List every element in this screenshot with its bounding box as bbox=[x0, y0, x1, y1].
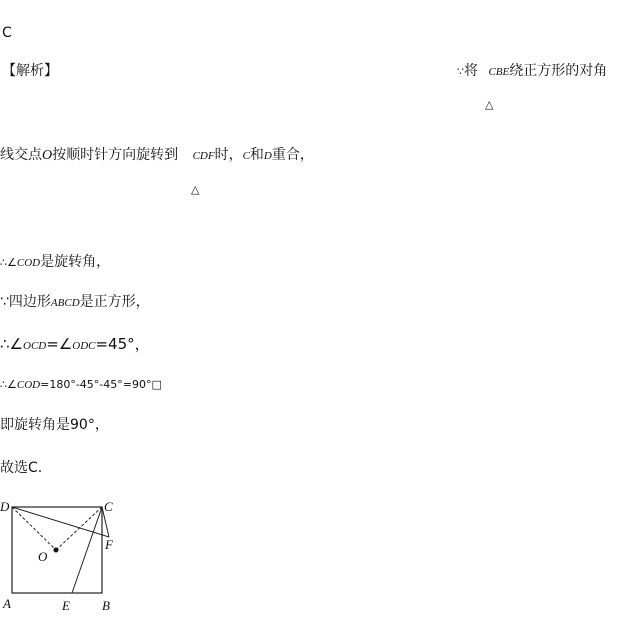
label-a: A bbox=[3, 596, 11, 611]
equals-angle-symbol: =∠ bbox=[46, 335, 73, 353]
therefore-angle-symbol: ∴∠ bbox=[0, 378, 17, 391]
analysis-line-8 bbox=[0, 461, 42, 475]
because-quadrilateral: ∵四边形 bbox=[0, 294, 51, 310]
analysis-line-4 bbox=[0, 295, 150, 309]
label-f: F bbox=[105, 537, 113, 552]
label-o: O bbox=[38, 549, 48, 564]
line2-part2: 按顺时针方向旋转到 bbox=[52, 147, 179, 163]
line2-part3: 时， bbox=[214, 147, 243, 163]
analysis-line-2 bbox=[0, 148, 314, 163]
segment-co bbox=[56, 507, 102, 550]
angle-computation: =180°-45°-45°=90° bbox=[40, 378, 152, 391]
label-b: B bbox=[102, 598, 110, 613]
because-symbol: ∵ bbox=[457, 65, 464, 78]
square-rotation-figure bbox=[0, 495, 130, 620]
analysis-header: 【解析】 bbox=[2, 63, 58, 79]
angle-ocd-name: OCD bbox=[23, 340, 47, 352]
line4-text: 是正方形， bbox=[79, 294, 150, 310]
angle-odc-name: ODC bbox=[72, 340, 96, 352]
segment-df bbox=[12, 507, 109, 537]
analysis-line-6 bbox=[0, 377, 162, 391]
analysis-line-1 bbox=[457, 64, 607, 78]
triangle-symbol-cdf: △ bbox=[191, 183, 200, 196]
triangle-cdf-name: CDF bbox=[192, 150, 215, 162]
segment-ce bbox=[72, 507, 102, 593]
therefore-angle-symbol: ∴∠ bbox=[0, 335, 23, 353]
triangle-symbol-cbe: △ bbox=[485, 98, 494, 111]
line8-text: 故选 bbox=[0, 460, 28, 476]
analysis-line-5 bbox=[0, 337, 150, 352]
line7-text: 即旋转角是 bbox=[0, 417, 70, 433]
therefore-angle-symbol: ∴∠ bbox=[0, 256, 17, 269]
angle-value-45: =45°， bbox=[95, 335, 150, 353]
point-d-ref: D bbox=[263, 150, 272, 162]
angle-cod-name: COD bbox=[16, 379, 41, 391]
point-c-ref: C bbox=[242, 150, 250, 162]
triangle-cbe-name: CBE bbox=[488, 66, 510, 78]
line2-part4: 重合， bbox=[271, 147, 314, 163]
analysis-line-7 bbox=[0, 418, 109, 432]
line2-part1: 线交点 bbox=[0, 147, 42, 163]
angle-cod-name: COD bbox=[16, 257, 41, 269]
point-o bbox=[54, 548, 59, 553]
label-c: C bbox=[104, 499, 113, 514]
jiang-text: 将 bbox=[464, 63, 478, 79]
line2-he: 和 bbox=[249, 147, 264, 163]
answer-letter: C bbox=[2, 25, 12, 41]
line1-rest: 绕正方形的对角 bbox=[509, 63, 608, 79]
rotation-angle-value: 90°， bbox=[70, 417, 109, 433]
point-o-ref: O bbox=[42, 148, 53, 163]
square-abcd-name: ABCD bbox=[50, 297, 80, 309]
label-d: D bbox=[0, 499, 10, 514]
label-e: E bbox=[62, 598, 70, 613]
analysis-line-3 bbox=[0, 255, 110, 269]
line3-text: 是旋转角， bbox=[40, 254, 111, 270]
selected-option: C. bbox=[28, 460, 43, 476]
missing-glyph-box: □ bbox=[151, 378, 162, 391]
